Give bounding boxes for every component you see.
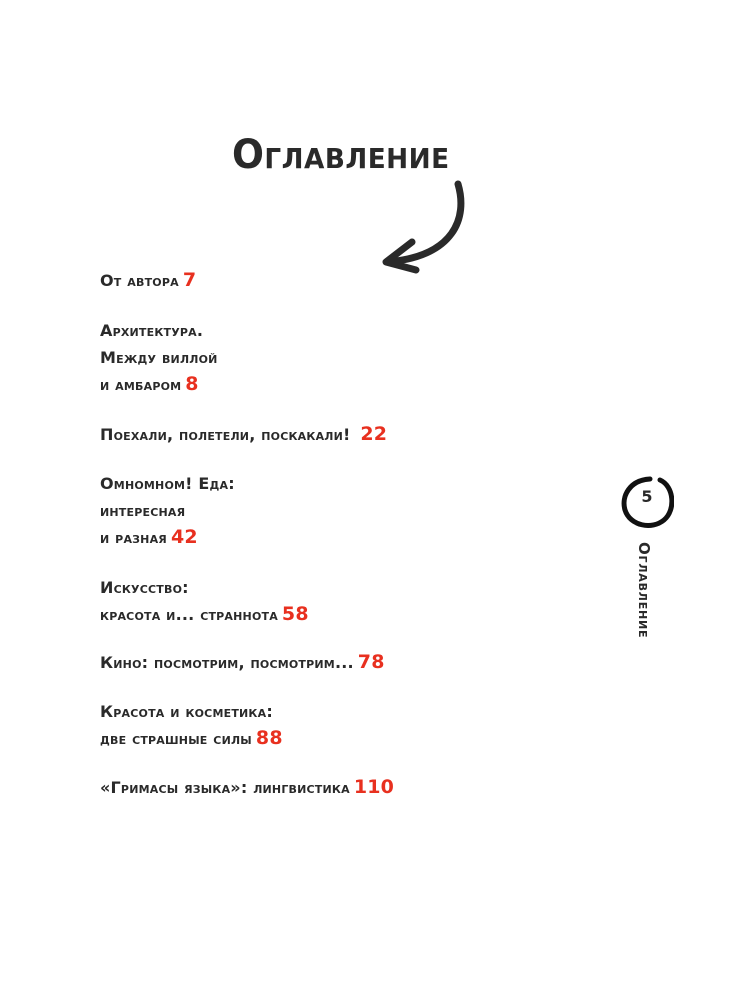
page-number: 5 <box>641 487 653 506</box>
toc-entry-title: Искусство: <box>100 578 189 597</box>
section-label: Оглавление <box>635 542 653 639</box>
toc-entry[interactable] <box>100 774 394 801</box>
toc-page-number: 58 <box>281 603 309 625</box>
toc-page-number: 7 <box>182 269 197 291</box>
toc-entry-title: Омномном! Еда: <box>100 474 235 493</box>
toc-entry[interactable] <box>100 574 309 628</box>
toc-entry-title: и амбаром <box>100 375 182 394</box>
toc-entry-title: «Гримасы языка»: лингвистика <box>100 778 350 797</box>
toc-entry[interactable] <box>100 649 385 676</box>
toc-entry-title: Кино: посмотрим, посмотрим... <box>100 653 354 672</box>
toc-entry[interactable] <box>100 267 196 294</box>
toc-entry-title: Архитектура. <box>100 321 204 340</box>
toc-entry-title: Поехали, полетели, поскакали! <box>100 425 357 444</box>
toc-entry[interactable] <box>100 421 387 448</box>
toc-page-number: 78 <box>357 651 385 673</box>
toc-page-number: 8 <box>185 373 199 395</box>
page-sidebar <box>612 474 682 664</box>
toc-page-number: 88 <box>255 727 283 749</box>
toc-page-number: 42 <box>170 526 198 548</box>
toc-entry-title: красота и... страннота <box>100 605 278 624</box>
toc-entry[interactable] <box>100 698 283 752</box>
curved-arrow-icon <box>376 178 476 278</box>
toc-page-number: 110 <box>353 776 395 798</box>
toc-entry[interactable] <box>100 317 218 398</box>
toc-entry-title: От автора <box>100 271 179 290</box>
page-title: Оглавление <box>232 132 450 178</box>
toc-page-number: 22 <box>360 423 388 445</box>
toc-entry-title: и разная <box>100 528 167 547</box>
toc-entry-title: интересная <box>100 501 186 520</box>
toc-entry[interactable] <box>100 470 235 551</box>
toc-entry-title: Между виллой <box>100 348 218 367</box>
toc-entry-title: Красота и косметика: <box>100 702 273 721</box>
toc-entry-title: две страшные силы <box>100 729 252 748</box>
